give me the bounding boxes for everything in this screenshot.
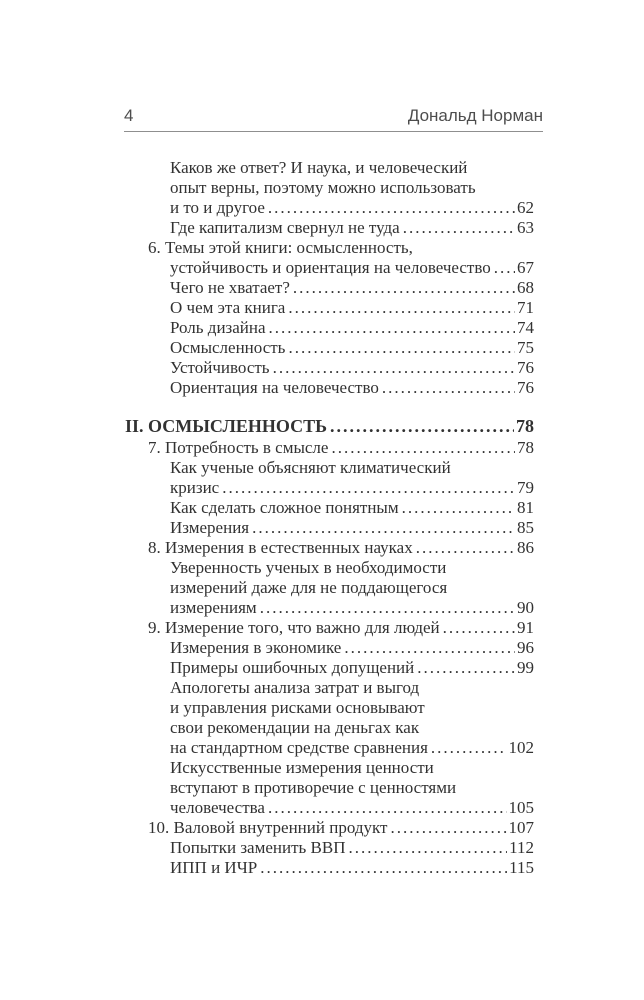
toc-page-number: 76 xyxy=(517,378,534,397)
toc-entry-text: 8. Измерения в естественных науках xyxy=(148,538,413,557)
dot-leader xyxy=(331,438,515,458)
toc-entry-line xyxy=(125,538,534,558)
toc-entry-line xyxy=(125,358,534,378)
dot-leader xyxy=(403,218,515,238)
toc-entry-line xyxy=(125,478,534,498)
toc-entry-line xyxy=(125,818,534,838)
toc-entry-line xyxy=(125,698,534,718)
dot-leader xyxy=(382,378,515,398)
toc-entry-line xyxy=(125,438,534,458)
dot-leader xyxy=(269,318,515,338)
toc-entry-text: Устойчивость xyxy=(170,358,270,377)
toc-page-number: 71 xyxy=(517,298,534,317)
dot-leader xyxy=(222,478,515,498)
toc-entry-text: Ориентация на человечество xyxy=(170,378,379,397)
toc-entry-text: Каков же ответ? И наука, и человеческий xyxy=(170,158,468,177)
dot-leader xyxy=(288,338,515,358)
toc-entry-line xyxy=(125,678,534,698)
dot-leader xyxy=(402,498,515,518)
toc-entry-text: Осмысленность xyxy=(170,338,286,357)
running-title: Дональд Норман xyxy=(407,106,543,125)
toc-entry-line xyxy=(125,258,534,278)
toc-page-number: 91 xyxy=(517,618,534,637)
toc-entry-text: О чем эта книга xyxy=(170,298,286,317)
toc-entry-text: измерений даже для не поддающегося xyxy=(170,578,448,597)
toc-entry-text: ИПП и ИЧР xyxy=(170,858,258,877)
toc-page-number: 62 xyxy=(517,198,534,217)
toc-page-number: 86 xyxy=(517,538,534,557)
toc-entry-line xyxy=(125,638,534,658)
toc-entry-line xyxy=(125,298,534,318)
toc-page-number: 102 xyxy=(508,738,534,757)
toc-entry-text: Искусственные измерения ценности xyxy=(170,758,434,777)
running-header xyxy=(124,106,543,132)
toc-page-number: 81 xyxy=(517,498,534,517)
toc-page-number: 112 xyxy=(509,838,534,857)
table-of-contents xyxy=(125,158,534,878)
dot-leader xyxy=(443,618,515,638)
toc-entry-line xyxy=(125,416,534,438)
page-number: 4 xyxy=(124,106,134,125)
toc-entry-text: 10. Валовой внутренний продукт xyxy=(148,818,388,837)
toc-page-number: 90 xyxy=(517,598,534,617)
toc-entry-text: Измерения в экономике xyxy=(170,638,342,657)
toc-page-number: 75 xyxy=(517,338,534,357)
toc-entry-text: свои рекомендации на деньгах как xyxy=(170,718,420,737)
dot-leader xyxy=(288,298,515,318)
toc-entry-text: вступают в противоречие с ценностями xyxy=(170,778,457,797)
toc-entry-line xyxy=(125,558,534,578)
dot-leader xyxy=(260,598,515,618)
dot-leader xyxy=(293,278,515,298)
toc-page-number: 96 xyxy=(517,638,534,657)
toc-entry-line xyxy=(125,838,534,858)
toc-entry-text: кризис xyxy=(170,478,220,497)
toc-entry-line xyxy=(125,658,534,678)
dot-leader xyxy=(348,838,507,858)
toc-entry-text: Апологеты анализа затрат и выгод xyxy=(170,678,420,697)
toc-entry-line xyxy=(125,578,534,598)
toc-entry-line xyxy=(125,518,534,538)
toc-entry-line xyxy=(125,158,534,178)
toc-entry-text: Измерения xyxy=(170,518,250,537)
toc-entry-line xyxy=(125,338,534,358)
toc-page-number: 68 xyxy=(517,278,534,297)
dot-leader xyxy=(273,358,515,378)
toc-entry-line xyxy=(125,198,534,218)
dot-leader xyxy=(344,638,515,658)
toc-entry-text: человечества xyxy=(170,798,265,817)
toc-entry-text: Примеры ошибочных допущений xyxy=(170,658,415,677)
toc-entry-line xyxy=(125,798,534,818)
toc-entry-line xyxy=(125,178,534,198)
toc-entry-text: измерениям xyxy=(170,598,257,617)
toc-page-number: 105 xyxy=(508,798,534,817)
toc-entry-line xyxy=(125,598,534,618)
toc-entry-line xyxy=(125,278,534,298)
dot-leader xyxy=(268,198,515,218)
toc-entry-line xyxy=(125,458,534,478)
toc-entry-text: опыт верны, поэтому можно использовать xyxy=(170,178,476,197)
toc-entry-line xyxy=(125,758,534,778)
toc-entry-text: устойчивость и ориентация на человечество xyxy=(170,258,491,277)
toc-entry-line xyxy=(125,498,534,518)
dot-leader xyxy=(431,738,507,758)
toc-page-number: 78 xyxy=(517,438,534,457)
toc-entry-line xyxy=(125,718,534,738)
toc-page-number: 67 xyxy=(517,258,534,277)
toc-entry-text: Как ученые объясняют климатический xyxy=(170,458,451,477)
toc-page-number: 79 xyxy=(517,478,534,497)
toc-entry-text: Попытки заменить ВВП xyxy=(170,838,346,857)
toc-page-number: 63 xyxy=(517,218,534,237)
toc-page-number: 85 xyxy=(517,518,534,537)
toc-entry-line xyxy=(125,738,534,758)
toc-entry-text: Где капитализм свернул не туда xyxy=(170,218,400,237)
toc-entry-text: Уверенность ученых в необходимости xyxy=(170,558,447,577)
dot-leader xyxy=(330,416,514,436)
toc-entry-text: 9. Измерение того, что важно для людей xyxy=(148,618,440,637)
dot-leader xyxy=(260,858,507,878)
toc-page-number: 107 xyxy=(508,818,534,837)
toc-page-number: 78 xyxy=(516,416,534,436)
toc-entry-line xyxy=(125,378,534,398)
toc-entry-text: и управления рисками основывают xyxy=(170,698,425,717)
dot-leader xyxy=(416,538,515,558)
dot-leader xyxy=(268,798,507,818)
toc-entry-line xyxy=(125,858,534,878)
toc-entry-text: II. ОСМЫСЛЕННОСТЬ xyxy=(125,416,327,436)
dot-leader xyxy=(417,658,515,678)
toc-entry-text: Чего не хватает? xyxy=(170,278,290,297)
toc-entry-line xyxy=(125,218,534,238)
toc-entry-text: на стандартном средстве сравнения xyxy=(170,738,428,757)
toc-entry-text: 7. Потребность в смысле xyxy=(148,438,329,457)
toc-page-number: 99 xyxy=(517,658,534,677)
dot-leader xyxy=(390,818,506,838)
toc-entry-line xyxy=(125,778,534,798)
toc-entry-line xyxy=(125,238,534,258)
toc-entry-text: Как сделать сложное понятным xyxy=(170,498,399,517)
toc-entry-text: Роль дизайна xyxy=(170,318,266,337)
dot-leader xyxy=(252,518,515,538)
toc-entry-text: и то и другое xyxy=(170,198,265,217)
dot-leader xyxy=(494,258,515,278)
toc-page-number: 115 xyxy=(509,858,534,877)
toc-entry-line xyxy=(125,318,534,338)
toc-page-number: 76 xyxy=(517,358,534,377)
toc-entry-line xyxy=(125,618,534,638)
toc-page-number: 74 xyxy=(517,318,534,337)
toc-entry-text: 6. Темы этой книги: осмысленность, xyxy=(148,238,413,257)
